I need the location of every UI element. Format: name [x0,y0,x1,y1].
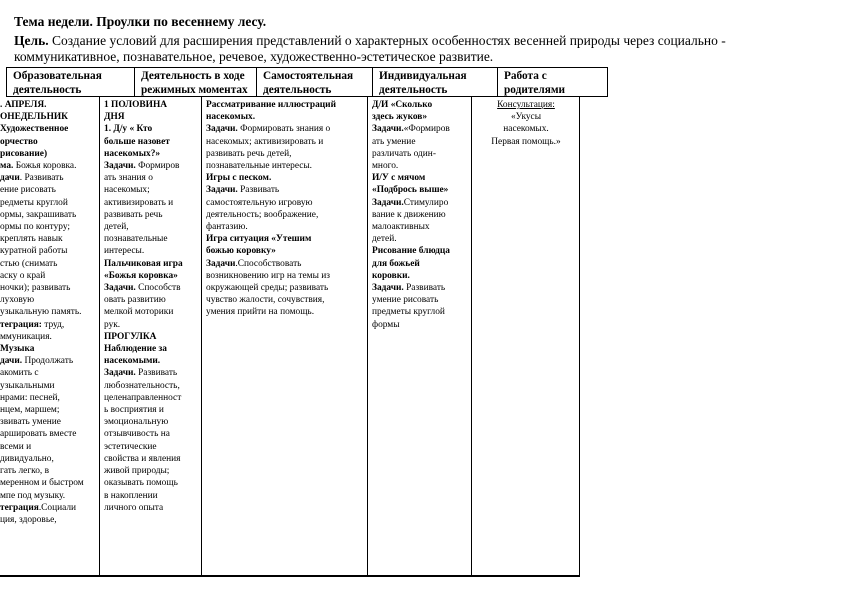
cell-line: насекомых; активизировать и [206,136,324,147]
cell-line: всеми и [0,441,32,452]
cell-line: Задачи. Способств [104,283,181,294]
cell-line: теграция: труд, [0,319,65,330]
cell-line: Задачи.Способствовать [206,258,302,269]
cell-line: оказывать помощь [104,478,178,489]
cell-line: Д/И «Сколько [372,100,433,110]
cell-line: Задачи.«Формиров [372,124,450,135]
cell-line: свойства и явления [104,453,181,464]
cell-line: овать развитию [104,295,166,306]
cell-line: Первая помощь.» [491,136,561,147]
cell-line: отзывчивость на [104,429,170,440]
cell-line: познавательные [104,234,168,245]
cell-line: чувство жалости, сочувствия, [206,295,325,306]
cell-line: . АПРЕЛЯ. [0,100,47,110]
cell-line: деятельность; воображение, [206,209,319,220]
cell-line: умения прийти на помощь. [206,307,315,318]
cell-line: насекомых; [104,185,150,196]
cell-line: «Подбрось выше» [372,185,449,196]
cell-line: самостоятельную игровую [206,197,313,208]
cell-line: ормы по контуру; [0,222,71,233]
cell-line: ормы, закрашивать [0,209,77,220]
content-table [0,97,580,577]
cell-line: целенаправленност [104,392,182,403]
cell-line: акомить с [0,368,39,379]
cell-line: предметы круглой [372,307,445,318]
cell-line: Задачи. Развивать [104,368,178,379]
cell-line: дачи. Продолжать [0,356,74,367]
cell-line: интересы. [104,246,145,257]
cell-line: ение рисовать [0,185,56,196]
cell-line: познавательные интересы. [206,161,313,172]
cell-line: мпе под музыку. [0,490,66,501]
col-parents [471,97,580,577]
cell-line: Консультация: [497,100,555,110]
cell-line: эстетические [104,441,157,452]
cell-line: насекомых. [503,124,549,135]
cell-line: Задачи. Развивать [206,185,280,196]
page-title: Тема недели. Проулки по весеннему лесу. [14,14,267,29]
cell-line: эмоциональную [104,417,169,428]
col-routine [99,97,201,577]
cell-line: нрами: песней, [0,392,60,403]
cell-line: куратной работы [0,246,68,257]
col-independent [201,97,367,577]
cell-line: 1 ПОЛОВИНА [104,100,168,110]
cell-line: мелкой моторики [104,307,174,318]
cell-line: развивать речь детей, [206,148,292,159]
cell-line: коровки. [372,270,410,281]
cell-line: креплять навык [0,234,63,245]
cell-line: ция, здоровье, [0,514,57,525]
cell-line: ДНЯ [104,112,125,123]
header-independent: Самостоятельная деятельность [257,68,373,96]
cell-line: луховую [0,295,35,306]
cell-line: различать один- [372,148,436,159]
cell-line: насекомых?» [104,148,161,159]
cell-line: орчество [0,136,38,147]
cell-line: ь восприятия и [104,405,164,416]
cell-line: И/У с мячом [372,173,426,184]
cell-line: аску о край [0,270,46,281]
cell-line: Музыка [0,344,35,355]
cell-line: 1. Д/у « Кто [104,124,153,135]
cell-line: ать умение [372,136,416,147]
cell-line: фантазию. [206,222,248,233]
cell-line: Художественное [0,124,69,135]
table-header-row [6,67,608,97]
cell-line: ПРОГУЛКА [104,331,157,342]
cell-line: умение рисовать [372,295,439,306]
cell-line: окружающей среды; развивать [206,283,329,294]
cell-line: стью (снимать [0,258,58,269]
cell-line: божью коровку» [206,246,276,257]
cell-line: много. [372,161,399,172]
cell-line: дачи. Развивать [0,173,64,184]
cell-line: для божьей [372,258,420,269]
cell-line: детей, [104,222,129,233]
cell-line: Рассматривание иллюстраций [206,100,336,110]
cell-line: Задачи. Развивать [372,283,446,294]
cell-line: Задачи. Формировать знания о [206,124,331,135]
cell-line: больше назовет [104,136,170,147]
cell-line: меренном и быстром [0,478,84,489]
cell-line: рук. [104,319,121,330]
cell-line: детей. [372,234,397,245]
cell-line: нцем, маршем; [0,405,60,416]
cell-line: ночки); развивать [0,283,71,294]
cell-line: личного опыта [104,502,164,513]
cell-line: дивидуально, [0,453,54,464]
header-educational: Образовательная деятельность [7,68,135,96]
cell-line: ОНЕДЕЛЬНИК [0,112,68,123]
cell-line: здесь жуков» [372,112,428,123]
cell-line: звивать умение [0,417,61,428]
cell-line: теграция.Социали [0,502,77,513]
cell-line: насекомых. [206,112,256,123]
cell-line: активизировать и [104,197,174,208]
cell-line: вание к движению [372,209,446,220]
cell-line: ать знания о [104,173,153,184]
cell-line: узыкальными [0,380,55,391]
goal-label: Цель. [14,33,49,48]
goal-paragraph [14,33,754,65]
cell-line: ма. Божья коровка. [0,161,77,172]
cell-line: редметы круглой [0,197,68,208]
cell-line: гать легко, в [0,466,50,477]
cell-line: Задачи. Формиров [104,161,180,172]
cell-line: «Божья коровка» [104,270,178,281]
cell-line: любознательность, [104,380,180,391]
cell-line: аршировать вместе [0,429,77,440]
cell-line: узыкальную память. [0,307,82,318]
cell-line: живой природы; [104,466,170,477]
cell-line: формы [372,319,400,330]
cell-line: Рисование блюдца [372,246,450,257]
cell-line: Игра ситуация «Утешим [206,234,312,245]
header-parents: Работа с родителями [504,70,566,96]
col-individual [367,97,471,577]
header-routine: Деятельность в ходе режимных моментах [135,68,257,96]
cell-line: «Укусы [510,112,542,123]
cell-line: рисование) [0,148,48,159]
cell-line: Наблюдение за [104,344,167,355]
cell-line: малоактивных [372,222,430,233]
cell-line: Игры с песком. [206,173,272,184]
cell-line: развивать речь [104,209,163,220]
goal-text: Создание условий для расширения представлений о характерных особенностях весенней природы через социально - коммуникативное, познавательное, речевое, художественно-эстетическое развитие. [14,33,726,64]
cell-line: Пальчиковая игра [104,258,183,269]
cell-line: возникновению игр на темы из [206,270,330,281]
cell-line: Задачи.Стимулиро [372,197,449,208]
header-individual: Индивидуальная деятельность [373,68,498,96]
cell-line: в накоплении [104,490,158,501]
col-educational [0,97,99,577]
cell-line: насекомыми. [104,356,161,367]
cell-line: ммуникация. [0,331,52,342]
